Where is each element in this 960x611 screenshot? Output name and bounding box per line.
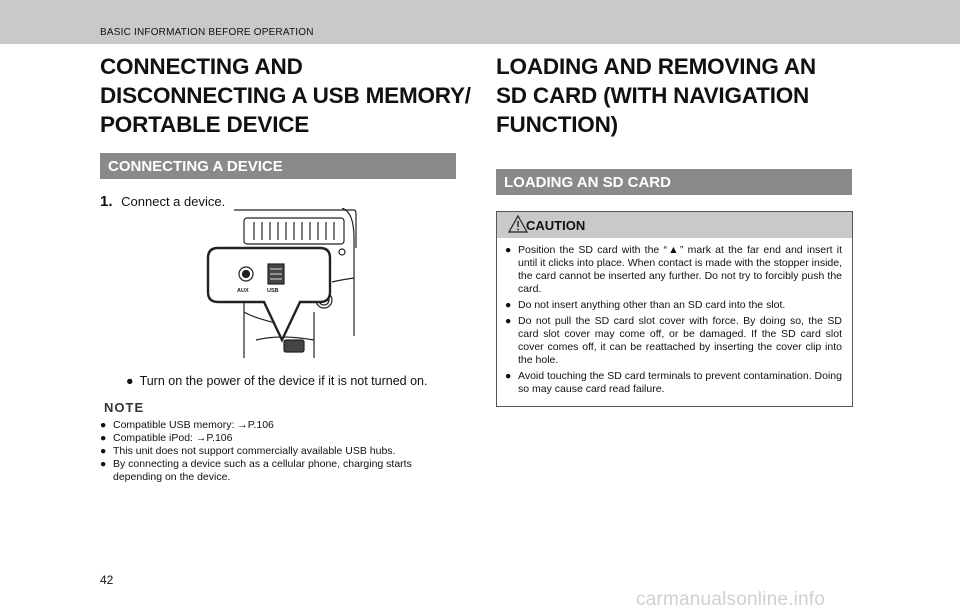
note-item xyxy=(100,445,456,458)
usb-port-illustration xyxy=(104,208,364,360)
section-header-bar xyxy=(0,0,960,44)
section-title: BASIC INFORMATION BEFORE OPERATION xyxy=(100,27,314,38)
right-page-title xyxy=(496,52,852,139)
caution-item xyxy=(505,244,842,296)
note-text: By connecting a device such as a cellular phone, charging starts depending on the device. xyxy=(113,458,412,483)
caution-text: Do not pull the SD card slot cover with force. By doing so, the SD card slot cover may come off, or be damaged. If the SD card slot cover comes off, it can be reattached by inserting the cover clip into the hole. xyxy=(518,315,842,366)
caution-text: Do not insert anything other than an SD card into the slot. xyxy=(518,299,786,311)
aux-label: AUX xyxy=(237,288,249,294)
title-line: LOADING AND REMOVING AN xyxy=(496,54,816,79)
caution-text: Avoid touching the SD card terminals to prevent contamination. Doing so may cause card read failure. xyxy=(518,370,842,395)
note-item xyxy=(100,419,456,432)
page-number: 42 xyxy=(100,573,114,587)
loading-sd-banner: LOADING AN SD CARD xyxy=(496,169,852,195)
step-text: Connect a device. xyxy=(121,194,226,209)
caution-item xyxy=(505,299,842,312)
note-text: Compatible iPod: →P.106 xyxy=(113,432,233,444)
step-number: 1. xyxy=(100,193,113,210)
note-item xyxy=(100,432,456,445)
note-section xyxy=(100,400,456,484)
title-line: CONNECTING AND xyxy=(100,54,303,79)
title-line: FUNCTION) xyxy=(496,112,618,137)
bullet-dot-icon: ● xyxy=(100,445,107,457)
bullet-dot-icon: ● xyxy=(100,419,107,431)
caution-heading: CAUTION xyxy=(526,218,586,233)
note-list xyxy=(100,419,456,484)
bullet-dot-icon: ● xyxy=(505,370,512,382)
bullet-text: Turn on the power of the device if it is not turned on. xyxy=(139,374,428,388)
bullet-dot-icon: ● xyxy=(100,458,107,470)
power-on-bullet xyxy=(126,374,427,388)
note-text: This unit does not support commercially available USB hubs. xyxy=(113,445,396,457)
title-line: DISCONNECTING A USB MEMORY/ xyxy=(100,83,471,108)
note-heading: NOTE xyxy=(104,400,145,415)
right-column xyxy=(496,52,852,407)
caution-item xyxy=(505,370,842,396)
left-column xyxy=(100,52,471,211)
note-text: Compatible USB memory: →P.106 xyxy=(113,419,274,431)
usb-label: USB xyxy=(267,288,279,294)
caution-list xyxy=(497,238,852,406)
caution-box xyxy=(496,211,853,407)
bullet-dot-icon: ● xyxy=(505,244,512,256)
bullet-dot-icon: ● xyxy=(505,299,512,311)
caution-item xyxy=(505,315,842,367)
title-line: SD CARD (WITH NAVIGATION xyxy=(496,83,810,108)
left-page-title xyxy=(100,52,471,139)
bullet-dot-icon: ● xyxy=(100,432,107,444)
caution-header xyxy=(497,212,852,238)
title-line: PORTABLE DEVICE xyxy=(100,112,310,137)
connecting-device-banner: CONNECTING A DEVICE xyxy=(100,153,456,179)
caution-text: Position the SD card with the “▲” mark at the far end and insert it until it clicks into place. When contact is made with the stopper inside, the card cannot be inserted any further. Do not try to forcibly push the card. xyxy=(518,244,842,295)
watermark: carmanualsonline.info xyxy=(636,589,826,610)
bullet-dot-icon: ● xyxy=(126,374,134,388)
note-item xyxy=(100,458,456,484)
bullet-dot-icon: ● xyxy=(505,315,512,327)
